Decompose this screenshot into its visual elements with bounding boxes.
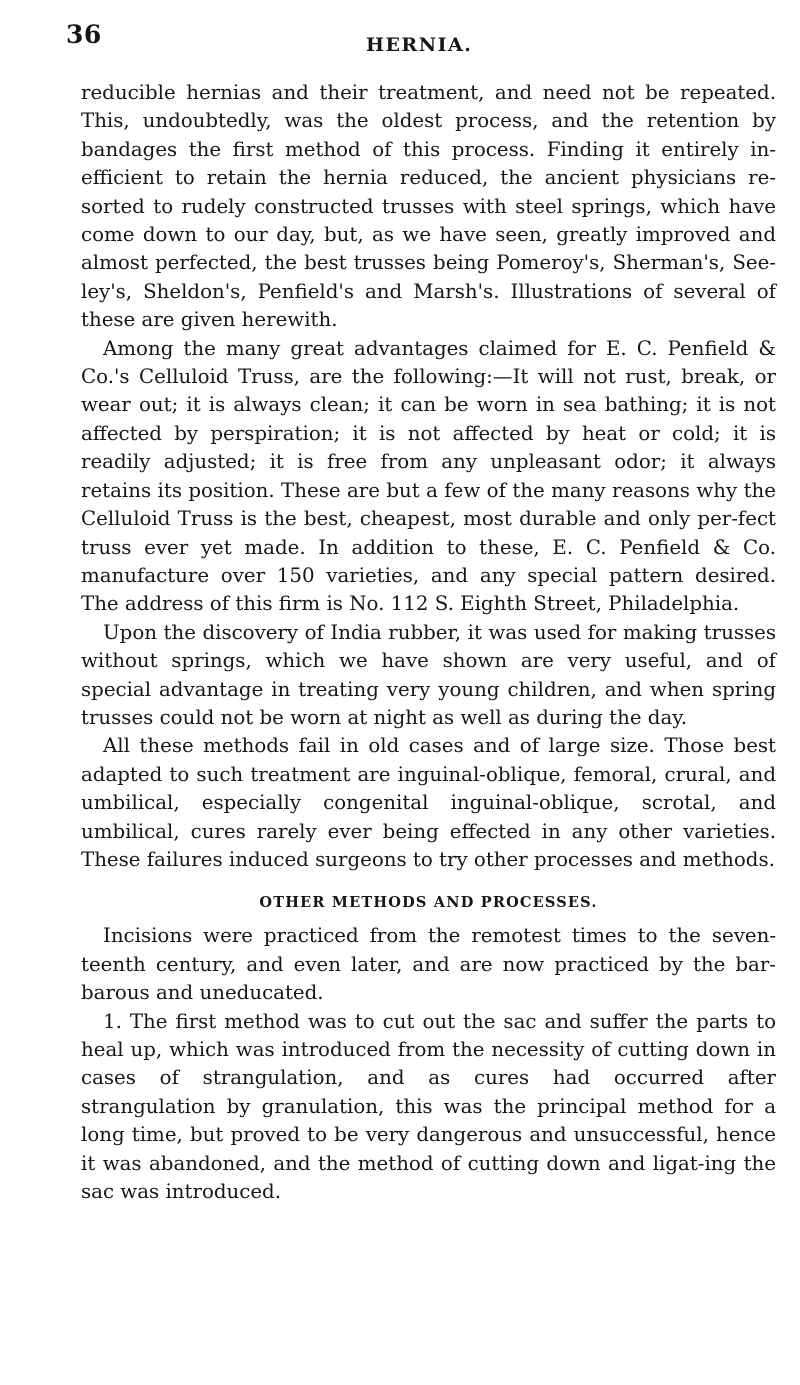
section-heading: OTHER METHODS AND PROCESSES. <box>259 894 598 912</box>
running-head <box>66 20 766 60</box>
paragraph-incisions: Incisions were practiced from the remotest times to the seven-teenth century, and even later, and are now practiced by the bar-barous and uneducated. <box>81 924 776 1005</box>
paragraph-celluloid-truss: Among the many great advantages claimed for E. C. Penfield & Co.'s Celluloid Truss, are the following:—It will not rust, break, or wear out; it is always clean; it can be worn in sea bathing; it is not affected by perspiration; it is not affected by heat or cold; it is readily adjusted; it is free from any unpleasant odor; it always retains its position. These are but a few of the many reasons why the Celluloid Truss is the best, cheapest, most durable and only per-fect truss ever yet made. In addition to these, E. C. Penfield & Co. manufacture over 150 varieties, and any special pattern desired. The address of this firm is No. 112 S. Eighth Street, Philadelphia. <box>81 336 776 616</box>
running-title: HERNIA. <box>366 34 473 56</box>
page-number: 36 <box>66 20 102 49</box>
body-text <box>81 79 776 1206</box>
paragraph-first-method: 1. The first method was to cut out the sac and suffer the parts to heal up, which was introduced from the necessity of cutting down in cases of strangulation, and as cures had occurred after strangulation by granulation, this was the principal method for a long time, but proved to be very dangerous and unsuccessful, hence it was abandoned, and the method of cutting down and ligat-ing the sac was introduced. <box>81 1009 776 1204</box>
paragraph-india-rubber: Upon the discovery of India rubber, it was used for making trusses without springs, which we have shown are very useful, and of special advantage in treating very young children, and when spring trusses could not be worn at night as well as during the day. <box>81 620 776 729</box>
paragraph-method-failures: All these methods fail in old cases and of large size. Those best adapted to such treatment are inguinal-oblique, femoral, crural, and umbilical, especially congenital inguinal-oblique, scrotal, and umbilical, cures rarely ever being effected in any other varieties. These failures induced surgeons to try other processes and methods. <box>81 734 776 871</box>
paragraph-trusses-history: reducible hernias and their treatment, and need not be repeated. This, undoubtedly, was the oldest process, and the retention by bandages the first method of this process. Finding it entirely in-efficient to retain the hernia reduced, the ancient physicians re-sorted to rudely constructed trusses with steel springs, which have come down to our day, but, as we have seen, greatly improved and almost perfected, the best trusses being Pomeroy's, Sherman's, See-ley's, Sheldon's, Penfield's and Marsh's. Illustrations of several of these are given herewith. <box>81 81 776 332</box>
